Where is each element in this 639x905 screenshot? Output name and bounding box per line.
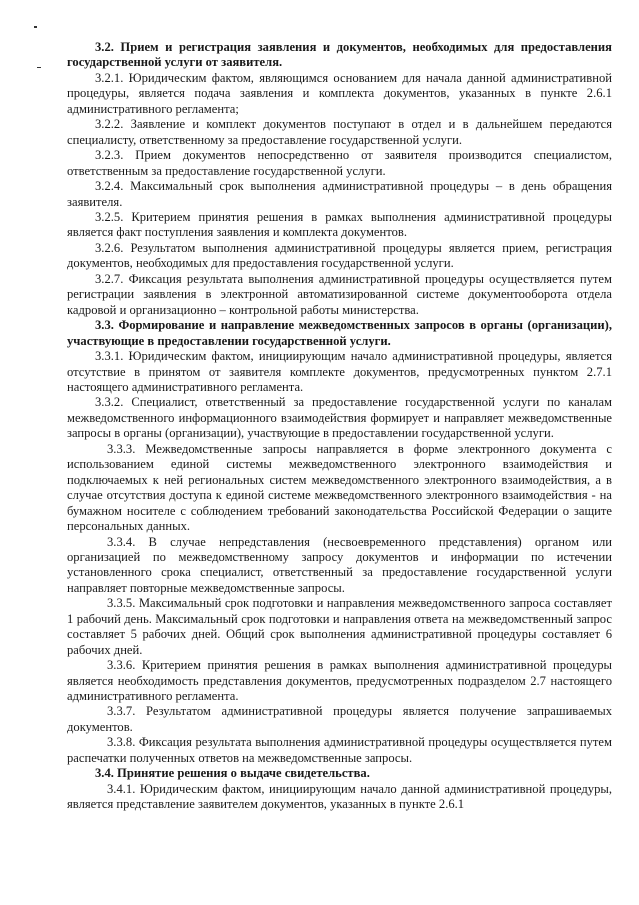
section-heading-3-4: 3.4. Принятие решения о выдаче свидетельства. — [95, 766, 370, 781]
paragraph-3-2-1: 3.2.1. Юридическим фактом, являющимся основанием для начала данной административной процедуры, является подача заявления и комплекта документов, указанных в пункте 2.6.1 административного регламента; — [67, 70, 612, 116]
paragraph-3-2-4: 3.2.4. Максимальный срок выполнения административной процедуры – в день обращения заявителя. — [67, 179, 612, 209]
paragraph-3-4-1: 3.4.1. Юридическим фактом, инициирующим начало данной административной процедуры, является представление заявителем документов, указанных в пункте 2.6.1 — [67, 781, 612, 812]
paragraph-3-3-4: 3.3.4. В случае непредставления (несвоевременного представления) органом или организацией по межведомственному запросу документов и информации по истечении установленного срока специалист, ответственный за предоставление государственной услуги направляет повторные межведомственные запросы. — [67, 534, 612, 595]
paragraph-3-2-3: 3.2.3. Прием документов непосредственно от заявителя производится специалистом, ответственным за предоставление государственной услуги. — [67, 148, 612, 178]
scan-speck — [34, 26, 37, 28]
paragraph-3-3-8: 3.3.8. Фиксация результата выполнения административной процедуры осуществляется путем распечатки полученных ответов на межведомственные запросы. — [67, 735, 612, 765]
paragraph-3-3-1: 3.3.1. Юридическим фактом, инициирующим начало административной процедуры, является отсутствие в принятом от заявителя комплекте документов, предусмотренных пунктом 2.7.1 настоящего административного регламента. — [67, 349, 612, 394]
paragraph-3-3-3: 3.3.3. Межведомственные запросы направляется в форме электронного документа с использованием единой системы межведомственного электронного взаимодействия и подключаемых к ней региональных систем межведомственного электронного взаимодействия, а в случае отсутствия доступа к единой системе межведомственного электронного взаимодействия - на бумажном носителе с соблюдением требований законодательства Российской Федерации о защите персональных данных. — [67, 441, 612, 534]
section-heading-3-3: 3.3. Формирование и направление межведомственных запросов в органы (организации), участвующие в предоставлении государственной услуги. — [67, 318, 612, 348]
paragraph-3-3-7: 3.3.7. Результатом административной процедуры является получение запрашиваемых документов. — [67, 704, 612, 734]
paragraph-3-3-6: 3.3.6. Критерием принятия решения в рамках выполнения административной процедуры является необходимость представления документов, предусмотренных подразделом 2.7 настоящего административного регламента. — [67, 658, 612, 704]
paragraph-3-3-2: 3.3.2. Специалист, ответственный за предоставление государственной услуги по каналам межведомственного информационного взаимодействия формирует и направляет межведомственные запросы в органы (организации), участвующие в предоставлении государственной услуги. — [67, 395, 612, 441]
paragraph-3-2-6: 3.2.6. Результатом выполнения административной процедуры является прием, регистрация документов, необходимых для предоставления государственной услуги. — [67, 240, 612, 271]
scan-speck — [37, 67, 41, 68]
paragraph-3-2-2: 3.2.2. Заявление и комплект документов поступают в отдел и в дальнейшем передаются специалисту, ответственному за предоставление государственной услуги. — [67, 117, 612, 147]
paragraph-3-2-5: 3.2.5. Критерием принятия решения в рамках выполнения административной процедуры является факт поступления заявления и комплекта документов. — [67, 209, 612, 240]
document-body — [67, 40, 612, 813]
paragraph-3-2-7: 3.2.7. Фиксация результата выполнения административной процедуры осуществляется путем регистрации заявления в электронной автоматизированной системе документооборота отдела кадровой и организационно – контрольной работы министерства. — [67, 271, 612, 317]
section-heading-3-2: 3.2. Прием и регистрация заявления и документов, необходимых для предоставления государственной услуги от заявителя. — [67, 40, 612, 70]
paragraph-3-3-5: 3.3.5. Максимальный срок подготовки и направления межведомственного запроса составляет 1 рабочий день. Максимальный срок подготовки и направления ответа на межведомственный запрос составляет 5 рабочих дней. Общий срок выполнения административной процедуры составляет 6 рабочих дней. — [67, 596, 612, 657]
